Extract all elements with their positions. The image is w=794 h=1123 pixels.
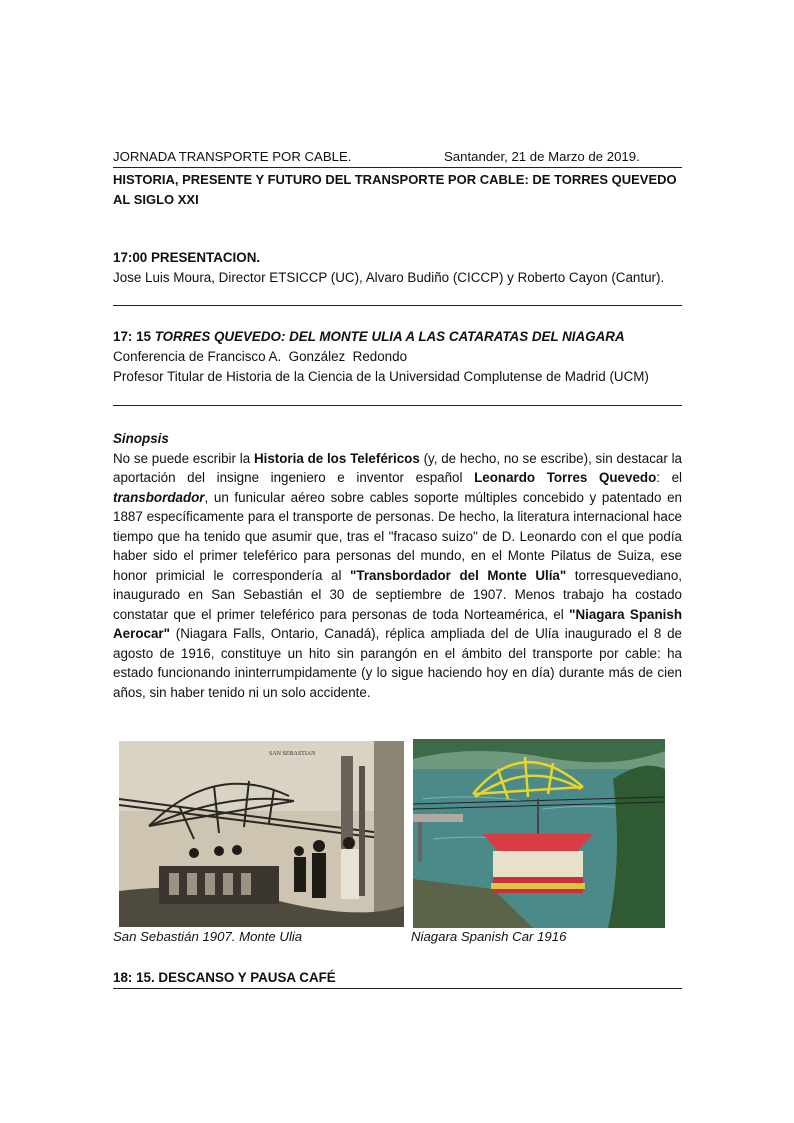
postcard-label: SAN SEBASTIAN bbox=[269, 751, 316, 757]
synopsis-text: No se puede escribir la Historia de los Teleféricos (y, de hecho, no se escribe), sin destacar la aportación del insigne ingeniero e inventor español Leonardo Torres Quevedo: el transbordador, un funicular aéreo sobre cables soporte múltiples concebido y patentado en 1887 específicamente para el transporte de personas. De hecho, la literatura internacional hace tiempo que ha tenido que asumir que, tras el "fracaso suizo" de D. Leonardo con el que podía haber sido el primer teleférico para personas del mundo, en el Monte Pilatus de Suiza, ese honor primicial le correspondería al "Transbordador del Monte Ulía" torresquevediano, inaugurado en San Sebastián el 30 de septiembre de 1907. Menos trabajo ha costado constatar que el primer teleférico para personas de toda Norteamérica, el "Niagara Spanish Aerocar" (Niagara Falls, Ontario, Canadá), réplica ampliada del de Ulía inaugurado el 8 de agosto de 1916, constituye un hito sin parangón en el ámbito del transporte por cable: ha estado funcionando ininterrumpidamente (y lo sigue haciendo hoy en día) durante más de cien años, sin haber tenido ni un solo accidente. bbox=[113, 450, 683, 700]
document-title: HISTORIA, PRESENTE Y FUTURO DEL TRANSPORTE POR CABLE: DE TORRES QUEVEDO AL SIGLO XXI bbox=[113, 172, 677, 207]
synopsis-title: Sinopsis bbox=[113, 431, 169, 446]
event-name: JORNADA TRANSPORTE POR CABLE. bbox=[113, 149, 352, 164]
conference-affiliation: Profesor Titular de Historia de la Ciencia de la Universidad Complutense de Madrid (UCM) bbox=[113, 369, 649, 384]
conference-heading bbox=[113, 327, 682, 347]
monte-ulia-illustration bbox=[119, 741, 404, 927]
niagara-photo bbox=[413, 739, 665, 928]
section-divider bbox=[113, 305, 682, 306]
section-divider bbox=[113, 405, 682, 406]
conference-time: 17: 15 bbox=[113, 329, 155, 344]
presentation-body: Jose Luis Moura, Director ETSICCP (UC), Alvaro Budiño (CICCP) y Roberto Cayon (Cantur). bbox=[113, 270, 665, 285]
coffee-break-heading: 18: 15. DESCANSO Y PAUSA CAFÉ bbox=[113, 970, 336, 985]
conference-section bbox=[113, 327, 682, 387]
photo-caption-ulia: San Sebastián 1907. Monte Ulia bbox=[113, 929, 303, 944]
conference-title: TORRES QUEVEDO: DEL MONTE ULIA A LAS CATARATAS DEL NIAGARA bbox=[154, 329, 625, 344]
presentation-section bbox=[113, 248, 682, 288]
presentation-heading: 17:00 PRESENTACION. bbox=[113, 250, 261, 265]
document-header bbox=[113, 147, 682, 168]
monte-ulia-photo bbox=[119, 741, 404, 927]
conference-speaker: Conferencia de Francisco A. González Redondo bbox=[113, 349, 408, 364]
niagara-illustration bbox=[413, 739, 665, 928]
synopsis-section bbox=[113, 429, 682, 702]
event-date: Santander, 21 de Marzo de 2019. bbox=[444, 149, 640, 164]
section-divider bbox=[113, 988, 682, 989]
photo-caption-niagara: Niagara Spanish Car 1916 bbox=[411, 929, 567, 944]
